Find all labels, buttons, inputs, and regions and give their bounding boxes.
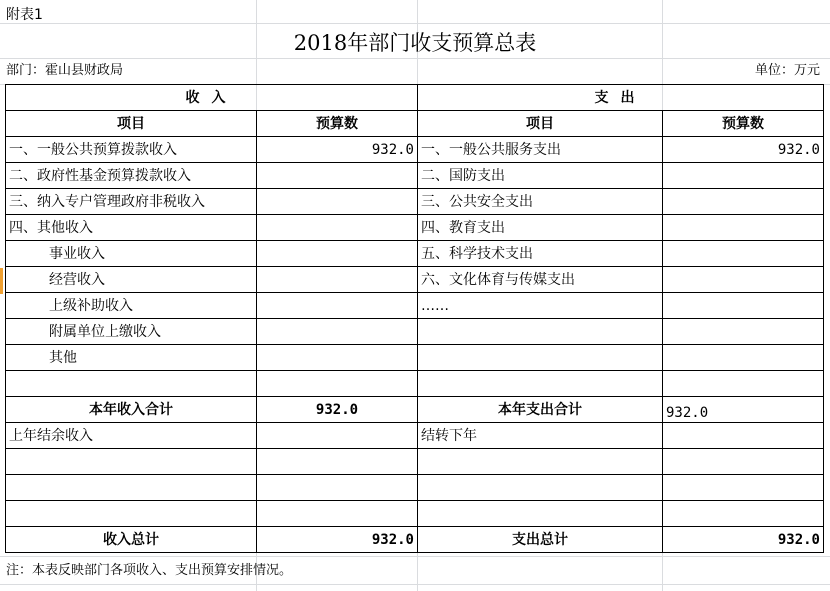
table-row-empty bbox=[6, 475, 824, 501]
empty-cell[interactable] bbox=[418, 449, 663, 475]
expense-item-cell[interactable]: 六、文化体育与传媒支出 bbox=[418, 267, 663, 293]
expense-amount-cell[interactable] bbox=[663, 163, 824, 189]
grand-total-row bbox=[6, 527, 824, 553]
income-section-title[interactable]: 收入 bbox=[6, 85, 418, 111]
income-col-item[interactable]: 项目 bbox=[6, 111, 257, 137]
income-amount-cell[interactable] bbox=[257, 241, 418, 267]
empty-cell[interactable] bbox=[257, 475, 418, 501]
expense-amount-cell[interactable] bbox=[663, 293, 824, 319]
empty-cell[interactable] bbox=[418, 501, 663, 527]
table-row bbox=[6, 319, 824, 345]
empty-cell[interactable] bbox=[6, 501, 257, 527]
year-total-row bbox=[6, 397, 824, 423]
table-row-empty bbox=[6, 501, 824, 527]
expense-amount-cell[interactable] bbox=[663, 345, 824, 371]
income-amount-cell[interactable] bbox=[257, 319, 418, 345]
empty-cell[interactable] bbox=[418, 371, 663, 397]
table-row bbox=[6, 215, 824, 241]
table-row-empty bbox=[6, 371, 824, 397]
department-label: 部门：霍山县财政局 bbox=[6, 63, 124, 78]
empty-cell[interactable] bbox=[6, 449, 257, 475]
page-title: 2018年部门收支预算总表 bbox=[293, 31, 537, 55]
empty-cell[interactable] bbox=[6, 475, 257, 501]
table-row bbox=[6, 241, 824, 267]
table-row bbox=[6, 163, 824, 189]
income-amount-cell[interactable] bbox=[257, 267, 418, 293]
expense-year-total-value[interactable]: 932.0 bbox=[663, 397, 824, 423]
income-grand-total-value[interactable]: 932.0 bbox=[257, 527, 418, 553]
budget-table bbox=[5, 84, 824, 553]
table-row bbox=[6, 189, 824, 215]
expense-item-cell[interactable]: 五、科学技术支出 bbox=[418, 241, 663, 267]
expense-carryover-label[interactable]: 结转下年 bbox=[418, 423, 663, 449]
expense-item-cell[interactable]: 四、教育支出 bbox=[418, 215, 663, 241]
attachment-label: 附表1 bbox=[6, 7, 43, 23]
empty-cell[interactable] bbox=[257, 501, 418, 527]
income-year-total-value[interactable]: 932.0 bbox=[257, 397, 418, 423]
expense-col-amount[interactable]: 预算数 bbox=[663, 111, 824, 137]
expense-amount-cell[interactable] bbox=[663, 267, 824, 293]
empty-cell[interactable] bbox=[257, 449, 418, 475]
column-header-row bbox=[6, 111, 824, 137]
expense-amount-cell[interactable]: 932.0 bbox=[663, 137, 824, 163]
income-carryover-label[interactable]: 上年结余收入 bbox=[6, 423, 257, 449]
expense-item-cell[interactable] bbox=[418, 345, 663, 371]
expense-section-title[interactable]: 支出 bbox=[418, 85, 824, 111]
footer-note: 注：本表反映部门各项收入、支出预算安排情况。 bbox=[6, 563, 293, 578]
income-amount-cell[interactable] bbox=[257, 215, 418, 241]
income-item-cell[interactable]: 其他 bbox=[6, 345, 257, 371]
expense-item-cell[interactable] bbox=[418, 319, 663, 345]
income-item-cell[interactable]: 附属单位上缴收入 bbox=[6, 319, 257, 345]
empty-cell[interactable] bbox=[257, 371, 418, 397]
income-item-cell[interactable]: 经营收入 bbox=[6, 267, 257, 293]
income-amount-cell[interactable] bbox=[257, 293, 418, 319]
income-item-cell[interactable]: 三、纳入专户管理政府非税收入 bbox=[6, 189, 257, 215]
empty-cell[interactable] bbox=[663, 371, 824, 397]
table-row bbox=[6, 345, 824, 371]
income-grand-total-label[interactable]: 收入总计 bbox=[6, 527, 257, 553]
income-col-amount[interactable]: 预算数 bbox=[257, 111, 418, 137]
carryover-row bbox=[6, 423, 824, 449]
expense-col-item[interactable]: 项目 bbox=[418, 111, 663, 137]
expense-grand-total-value[interactable]: 932.0 bbox=[663, 527, 824, 553]
income-amount-cell[interactable] bbox=[257, 163, 418, 189]
selected-row-indicator bbox=[0, 268, 3, 294]
empty-cell[interactable] bbox=[257, 423, 418, 449]
income-item-cell[interactable]: 二、政府性基金预算拨款收入 bbox=[6, 163, 257, 189]
table-row-empty bbox=[6, 449, 824, 475]
expense-item-cell[interactable]: …… bbox=[418, 293, 663, 319]
income-year-total-label[interactable]: 本年收入合计 bbox=[6, 397, 257, 423]
income-item-cell[interactable]: 事业收入 bbox=[6, 241, 257, 267]
income-item-cell[interactable]: 四、其他收入 bbox=[6, 215, 257, 241]
expense-amount-cell[interactable] bbox=[663, 189, 824, 215]
expense-amount-cell[interactable] bbox=[663, 319, 824, 345]
empty-cell[interactable] bbox=[6, 371, 257, 397]
income-amount-cell[interactable] bbox=[257, 189, 418, 215]
empty-cell[interactable] bbox=[663, 501, 824, 527]
empty-cell[interactable] bbox=[418, 475, 663, 501]
section-header-row bbox=[6, 85, 824, 111]
expense-item-cell[interactable]: 三、公共安全支出 bbox=[418, 189, 663, 215]
expense-year-total-label[interactable]: 本年支出合计 bbox=[418, 397, 663, 423]
income-amount-cell[interactable]: 932.0 bbox=[257, 137, 418, 163]
expense-grand-total-label[interactable]: 支出总计 bbox=[418, 527, 663, 553]
expense-item-cell[interactable]: 一、一般公共服务支出 bbox=[418, 137, 663, 163]
empty-cell[interactable] bbox=[663, 449, 824, 475]
empty-cell[interactable] bbox=[663, 475, 824, 501]
table-row bbox=[6, 293, 824, 319]
expense-amount-cell[interactable] bbox=[663, 241, 824, 267]
income-item-cell[interactable]: 一、一般公共预算拨款收入 bbox=[6, 137, 257, 163]
empty-cell[interactable] bbox=[663, 423, 824, 449]
expense-amount-cell[interactable] bbox=[663, 215, 824, 241]
income-item-cell[interactable]: 上级补助收入 bbox=[6, 293, 257, 319]
unit-label: 单位：万元 bbox=[754, 63, 820, 78]
income-amount-cell[interactable] bbox=[257, 345, 418, 371]
table-row bbox=[6, 137, 824, 163]
expense-item-cell[interactable]: 二、国防支出 bbox=[418, 163, 663, 189]
table-row bbox=[6, 267, 824, 293]
